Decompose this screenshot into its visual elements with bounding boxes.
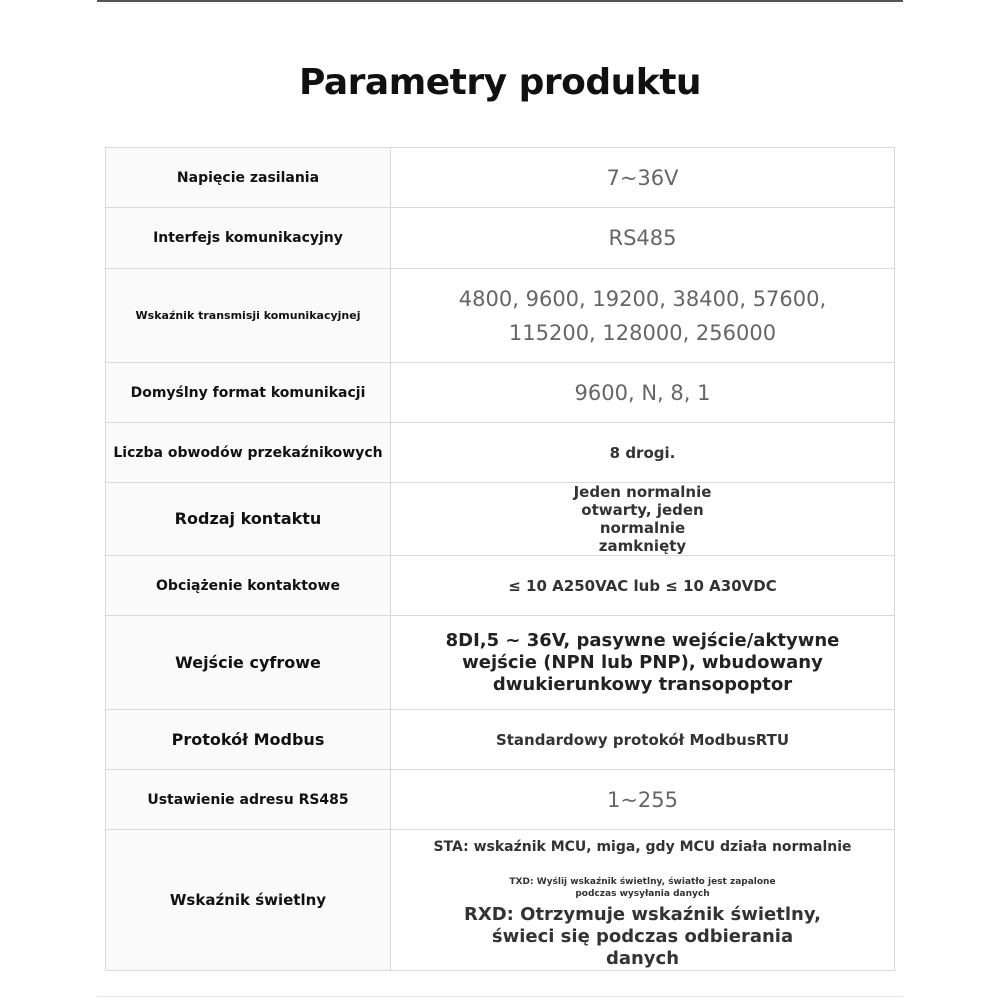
- row-key: Wskaźnik świetlny: [106, 830, 391, 971]
- row-key: Obciążenie kontaktowe: [106, 556, 391, 616]
- row-value: 8DI,5 ~ 36V, pasywne wejście/aktywne wejście (NPN lub PNP), wbudowany dwukierunkowy transopoptor: [391, 616, 895, 710]
- table-row: [106, 556, 895, 616]
- row-key: Liczba obwodów przekaźnikowych: [106, 423, 391, 483]
- table-row: [106, 269, 895, 363]
- table-row: [106, 423, 895, 483]
- row-key: Wskaźnik transmisji komunikacyjnej: [106, 269, 391, 363]
- row-key: Ustawienie adresu RS485: [106, 770, 391, 830]
- row-key: Domyślny format komunikacji: [106, 363, 391, 423]
- row-value: RS485: [391, 208, 895, 269]
- table-row: [106, 148, 895, 208]
- table-row: [106, 483, 895, 556]
- row-value: 8 drogi.: [391, 423, 895, 483]
- table-row: [106, 710, 895, 770]
- table-row: [106, 363, 895, 423]
- table-row: [106, 616, 895, 710]
- txd-description: TXD: Wyślij wskaźnik świetlny, światło jest zapalone podczas wysyłania danych: [509, 877, 776, 899]
- row-key: Interfejs komunikacyjny: [106, 208, 391, 269]
- table-row: [106, 770, 895, 830]
- row-value: 4800, 9600, 19200, 38400, 57600, 115200, 128000, 256000: [391, 269, 895, 363]
- row-value: 9600, N, 8, 1: [391, 363, 895, 423]
- bottom-divider: [97, 996, 903, 997]
- row-value: 7~36V: [391, 148, 895, 208]
- top-divider: [97, 0, 903, 2]
- sta-description: STA: wskaźnik MCU, miga, gdy MCU działa normalnie: [433, 839, 852, 855]
- row-value: ≤ 10 A250VAC lub ≤ 10 A30VDC: [391, 556, 895, 616]
- spec-table: [105, 147, 895, 971]
- row-key: Wejście cyfrowe: [106, 616, 391, 710]
- row-value: [391, 830, 895, 971]
- page-title: Parametry produktu: [298, 62, 702, 103]
- row-key: Protokół Modbus: [106, 710, 391, 770]
- row-key: Rodzaj kontaktu: [106, 483, 391, 556]
- row-value: Standardowy protokół ModbusRTU: [391, 710, 895, 770]
- table-row: [106, 830, 895, 971]
- row-value: Jeden normalnie otwarty, jeden normalnie zamknięty: [391, 483, 895, 556]
- table-row: [106, 208, 895, 269]
- row-value: 1~255: [391, 770, 895, 830]
- row-key: Napięcie zasilania: [106, 148, 391, 208]
- rxd-description: RXD: Otrzymuje wskaźnik świetlny, świeci się podczas odbierania danych: [464, 904, 821, 969]
